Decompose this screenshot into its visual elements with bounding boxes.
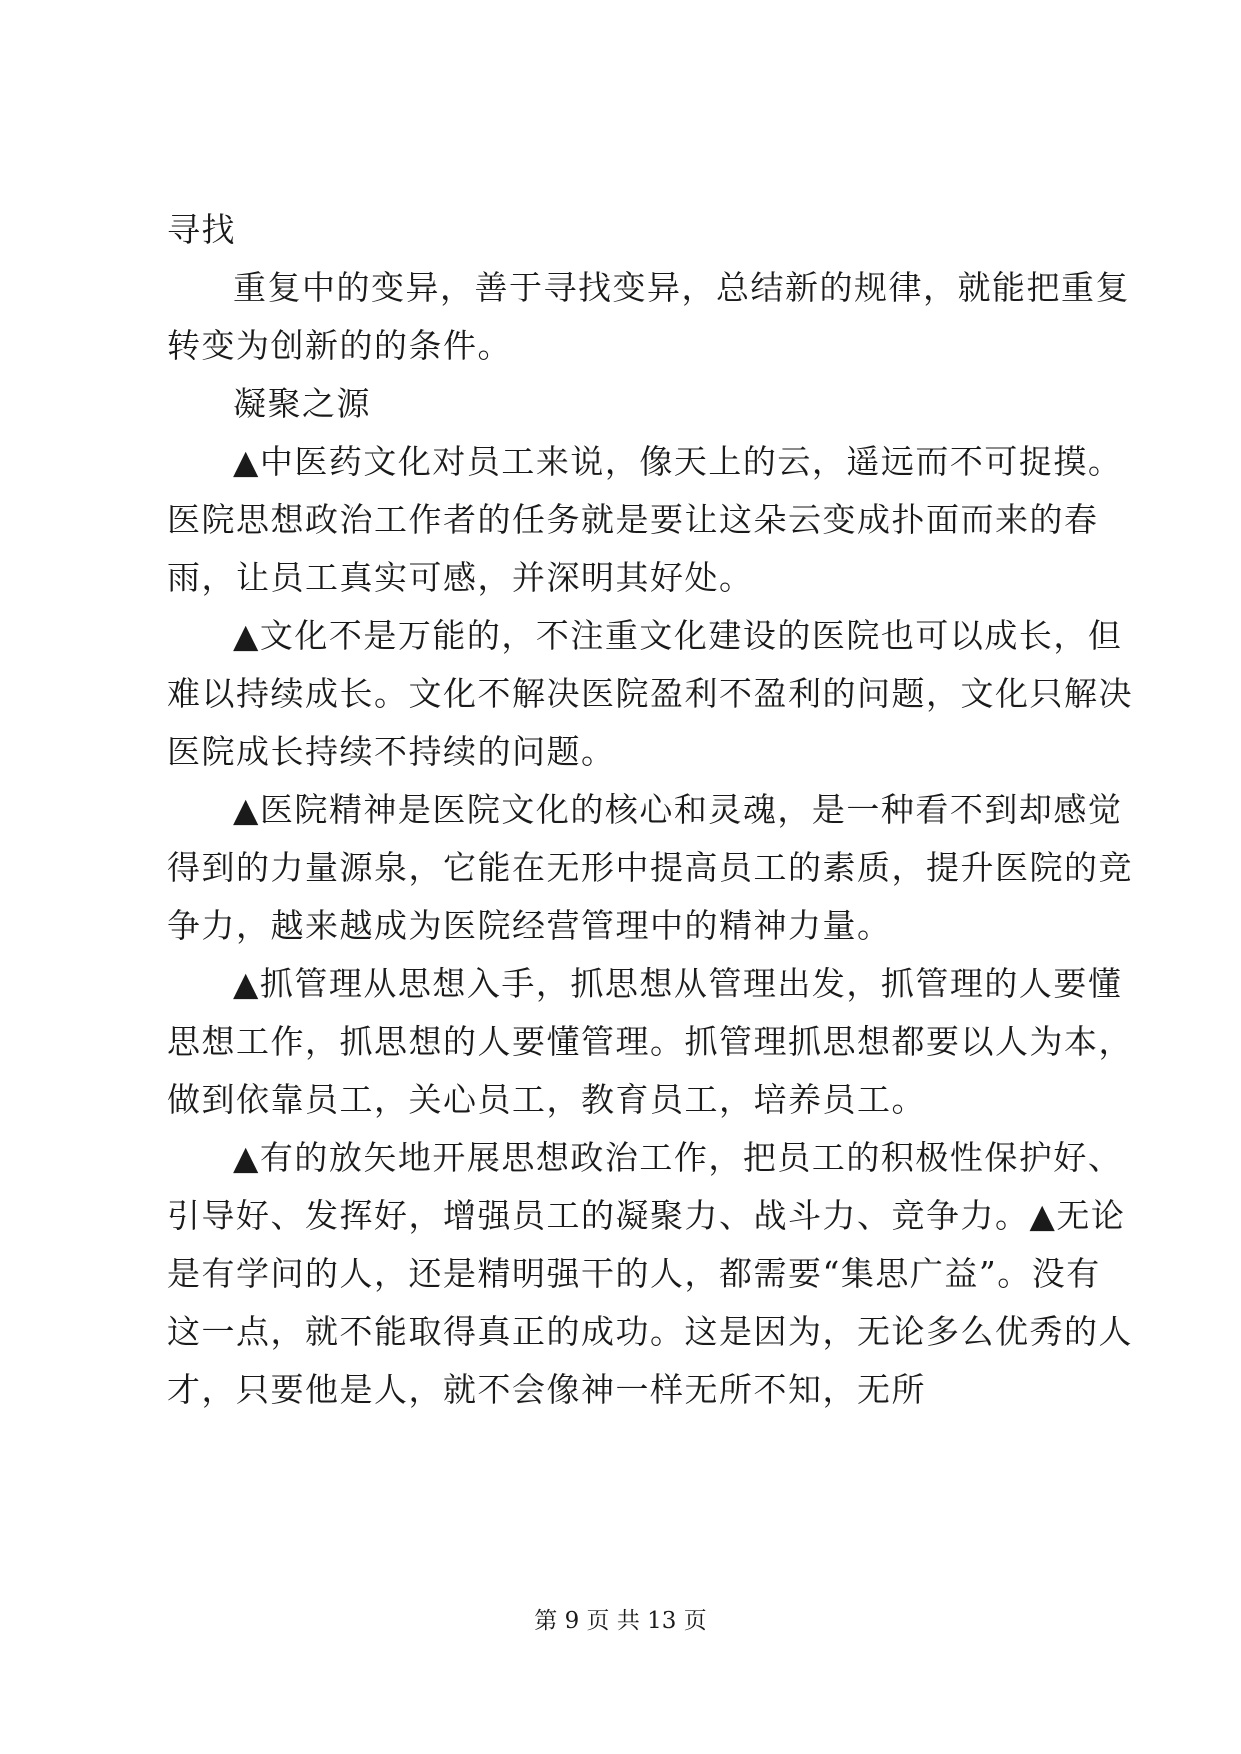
text-line-7: 雨，让员工真实可感，并深明其好处。 xyxy=(167,558,754,597)
text-line-19: 是有学问的人，还是精明强干的人，都需要“集思广益”。没有 xyxy=(167,1254,1101,1293)
text-line-14: ▲抓管理从思想入手，抓思想从管理出发，抓管理的人要懂 xyxy=(233,964,1123,1003)
text-line-10: 医院成长持续不持续的问题。 xyxy=(167,732,616,771)
text-line-9: 难以持续成长。文化不解决医院盈利不盈利的问题，文化只解决 xyxy=(167,674,1133,713)
text-line-6: 医院思想政治工作者的任务就是要让这朵云变成扑面而来的春 xyxy=(167,500,1099,539)
text-line-11: ▲医院精神是医院文化的核心和灵魂，是一种看不到却感觉 xyxy=(233,790,1123,829)
text-line-2: 重复中的变异，善于寻找变异，总结新的规律，就能把重复 xyxy=(233,268,1130,307)
text-line-18: 引导好、发挥好，增强员工的凝聚力、战斗力、竞争力。▲无论 xyxy=(167,1196,1126,1235)
text-line-20: 这一点，就不能取得真正的成功。这是因为，无论多么优秀的人 xyxy=(167,1312,1133,1351)
text-line-8: ▲文化不是万能的，不注重文化建设的医院也可以成长，但 xyxy=(233,616,1123,655)
text-line-12: 得到的力量源泉，它能在无形中提高员工的素质，提升医院的竞 xyxy=(167,848,1133,887)
section-heading: 凝聚之源 xyxy=(233,384,371,423)
text-line-16: 做到依靠员工，关心员工，教育员工，培养员工。 xyxy=(167,1080,926,1119)
text-line-3: 转变为创新的的条件。 xyxy=(167,326,512,365)
text-line-13: 争力，越来越成为医院经营管理中的精神力量。 xyxy=(167,906,892,945)
page-number-footer: 第 9 页 共 13 页 xyxy=(534,1608,707,1634)
text-line-17: ▲有的放矢地开展思想政治工作，把员工的积极性保护好、 xyxy=(233,1138,1123,1177)
text-line-1: 寻找 xyxy=(167,210,236,249)
text-line-21: 才，只要他是人，就不会像神一样无所不知，无所 xyxy=(167,1370,926,1409)
text-line-15: 思想工作，抓思想的人要懂管理。抓管理抓思想都要以人为本， xyxy=(167,1022,1133,1061)
text-line-5: ▲中医药文化对员工来说，像天上的云，遥远而不可捉摸。 xyxy=(233,442,1123,481)
